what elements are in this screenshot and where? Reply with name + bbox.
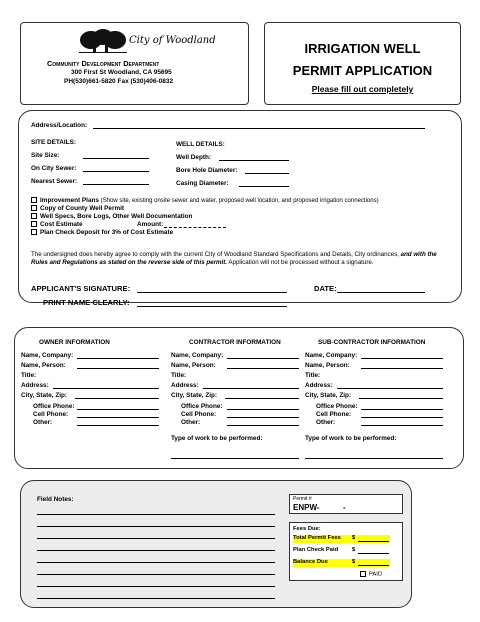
owner-city-label: City, State, Zip: <box>21 392 68 399</box>
subcontractor-heading: SUB-CONTRACTOR INFORMATION <box>318 339 426 346</box>
owner-name-company-label: Name, Company: <box>21 352 74 359</box>
owner-name-person-field[interactable] <box>77 368 159 369</box>
amount-label: Amount: <box>137 221 164 228</box>
well-depth-field[interactable] <box>219 160 289 161</box>
contractor-cell-phone-label: Cell Phone: <box>181 411 217 418</box>
contractor-office-phone-label: Office Phone: <box>181 403 223 410</box>
total-fees-field[interactable] <box>358 541 389 542</box>
contractor-city-field[interactable] <box>225 398 299 399</box>
address-field[interactable] <box>93 128 425 129</box>
date-label: DATE: <box>314 284 337 293</box>
casing-field[interactable] <box>239 186 289 187</box>
address-label: Address/Location: <box>31 122 88 129</box>
plan-check-field[interactable] <box>358 553 389 554</box>
checklist-note: (Show site, existing onsite sewer and water, proposed well location, and proposed irrigation connections) <box>100 198 379 204</box>
sub-name-company-label: Name, Company: <box>305 352 358 359</box>
checklist-item[interactable] <box>31 221 83 228</box>
total-fees-dollar: $ <box>352 535 356 541</box>
statement-text: Application will not be processed without a <box>228 259 345 266</box>
sub-address-label: Address: <box>305 382 333 389</box>
checkbox[interactable] <box>31 197 37 203</box>
contractor-address-label: Address: <box>171 382 199 389</box>
contractor-name-company-field[interactable] <box>227 358 299 359</box>
statement-text: signature. <box>346 259 374 266</box>
checklist-label: Plan Check Deposit for 3% of Cost Estimate <box>40 229 174 236</box>
department-phone: PH(530)661-5820 Fax (530)406-0832 <box>64 78 174 85</box>
site-section <box>18 110 462 307</box>
contractor-heading: CONTRACTOR INFORMATION <box>189 339 281 346</box>
sub-other-label: Other: <box>316 419 336 426</box>
owner-name-person-label: Name, Person: <box>21 362 66 369</box>
sub-office-phone-label: Office Phone: <box>316 403 358 410</box>
permit-label: Permit # <box>293 496 312 502</box>
on-city-sewer-field[interactable] <box>83 171 149 172</box>
header-title-box <box>264 22 461 105</box>
owner-other-field[interactable] <box>77 425 159 426</box>
checklist-item[interactable] <box>31 197 379 204</box>
sub-name-person-label: Name, Person: <box>305 362 350 369</box>
print-name-field[interactable] <box>137 306 287 307</box>
owner-address-field[interactable] <box>53 388 159 389</box>
contractor-name-person-field[interactable] <box>227 368 299 369</box>
contractor-cell-phone-field[interactable] <box>227 417 299 418</box>
checkbox[interactable] <box>31 205 37 211</box>
contractor-address-field[interactable] <box>203 388 299 389</box>
signature-field[interactable] <box>137 292 287 293</box>
checklist-item[interactable] <box>31 213 192 220</box>
sub-name-company-field[interactable] <box>361 358 443 359</box>
signature-label: APPLICANT'S SIGNATURE: <box>31 284 131 293</box>
sub-city-field[interactable] <box>359 398 443 399</box>
fees-box <box>289 522 403 581</box>
checklist-item[interactable] <box>31 205 124 212</box>
on-city-sewer-label: On City Sewer: <box>31 165 77 172</box>
field-notes-line[interactable] <box>37 526 275 527</box>
fees-due-label: Fees Due: <box>293 526 321 532</box>
contractor-name-company-label: Name, Company: <box>171 352 224 359</box>
balance-due-field[interactable] <box>358 565 389 566</box>
casing-label: Casing Diameter: <box>176 180 229 187</box>
paid-checkbox[interactable] <box>360 571 366 577</box>
paid-label: PAID <box>369 571 383 578</box>
nearest-sewer-label: Nearest Sewer: <box>31 178 78 185</box>
sub-cell-phone-field[interactable] <box>361 417 443 418</box>
sub-cell-phone-label: Cell Phone: <box>316 411 352 418</box>
contractor-name-person-label: Name, Person: <box>171 362 216 369</box>
statement-emphasis: and with the Rules and Regulations as stated on the reverse side of this permit. <box>31 251 437 266</box>
plan-check-label: Plan Check Paid <box>293 547 339 553</box>
sub-name-person-field[interactable] <box>361 368 443 369</box>
sub-work-field[interactable] <box>305 458 443 459</box>
bore-hole-label: Bore Hole Diameter: <box>176 167 238 174</box>
owner-office-phone-field[interactable] <box>77 409 159 410</box>
contractor-office-phone-field[interactable] <box>227 409 299 410</box>
field-notes-line[interactable] <box>37 598 275 599</box>
checklist-item[interactable] <box>31 229 173 236</box>
site-size-label: Site Size: <box>31 152 60 159</box>
sub-other-field[interactable] <box>361 425 443 426</box>
balance-due-dollar: $ <box>352 559 356 565</box>
date-field[interactable] <box>337 292 425 293</box>
logo-text: City of Woodland <box>129 35 216 46</box>
form-title-line2: PERMIT APPLICATION <box>292 63 433 78</box>
nearest-sewer-field[interactable] <box>83 184 149 185</box>
owner-name-company-field[interactable] <box>77 358 159 359</box>
department-name: Community Development Department <box>47 59 160 68</box>
contractor-city-label: City, State, Zip: <box>171 392 218 399</box>
contractor-work-field[interactable] <box>171 458 299 459</box>
permit-dash: - <box>343 503 346 512</box>
well-details-heading: WELL DETAILS: <box>176 141 225 148</box>
total-fees-label: Total Permit Fees <box>293 535 341 541</box>
contractor-work-label: Type of work to be performed: <box>171 435 263 442</box>
field-notes-line[interactable] <box>37 574 275 575</box>
contractor-title-label: Title: <box>171 372 187 379</box>
field-notes-line[interactable] <box>37 586 275 587</box>
paid-checkbox-row[interactable] <box>360 571 382 578</box>
owner-cell-phone-field[interactable] <box>77 417 159 418</box>
field-notes-line[interactable] <box>37 562 275 563</box>
balance-due-label: Balance Due <box>293 559 328 565</box>
owner-heading: OWNER INFORMATION <box>39 339 110 346</box>
checklist-label: Improvement Plans <box>40 197 99 204</box>
field-notes-label: Field Notes: <box>37 496 74 503</box>
form-title-line1: IRRIGATION WELL <box>304 41 421 56</box>
checklist-label: Well Specs, Bore Logs, Other Well Documentation <box>40 213 193 220</box>
sub-work-label: Type of work to be performed: <box>305 435 397 442</box>
office-section <box>20 480 412 608</box>
statement-text: The undersigned does hereby agree to comply with the current City of Woodland Standard Specifications and Details, City ordinances, <box>31 251 399 258</box>
checklist-label: Cost Estimate <box>40 221 83 228</box>
sub-address-field[interactable] <box>337 388 443 389</box>
permit-prefix: ENPW- <box>293 503 320 512</box>
contractor-other-label: Other: <box>181 419 201 426</box>
owner-office-phone-label: Office Phone: <box>33 403 75 410</box>
owner-address-label: Address: <box>21 382 49 389</box>
owner-city-field[interactable] <box>75 398 159 399</box>
sub-title-label: Title: <box>305 372 321 379</box>
checkbox[interactable] <box>31 221 37 227</box>
well-depth-label: Well Depth: <box>176 154 212 161</box>
sub-office-phone-field[interactable] <box>361 409 443 410</box>
agreement-statement <box>31 251 453 267</box>
site-details-heading: SITE DETAILS: <box>31 139 76 146</box>
department-address: 300 First St Woodland, CA 95695 <box>71 69 172 76</box>
owner-title-label: Title: <box>21 372 37 379</box>
sub-city-label: City, State, Zip: <box>305 392 352 399</box>
permit-number-box <box>289 494 403 514</box>
field-notes-line[interactable] <box>37 514 275 515</box>
bore-hole-field[interactable] <box>245 173 289 174</box>
checklist-label: Copy of County Well Permit <box>40 205 125 212</box>
site-size-field[interactable] <box>83 158 149 159</box>
form-subtitle: Please fill out completely <box>311 84 414 94</box>
amount-field[interactable] <box>164 227 226 228</box>
owner-other-label: Other: <box>33 419 53 426</box>
parties-section <box>14 327 464 469</box>
print-name-label: PRINT NAME CLEARLY: <box>43 298 130 307</box>
owner-cell-phone-label: Cell Phone: <box>33 411 69 418</box>
field-notes-line[interactable] <box>37 550 275 551</box>
field-notes-line[interactable] <box>37 538 275 539</box>
checkbox[interactable] <box>31 229 37 235</box>
header-logo-box <box>20 22 249 105</box>
checkbox[interactable] <box>31 213 37 219</box>
contractor-other-field[interactable] <box>227 425 299 426</box>
plan-check-dollar: $ <box>352 547 356 553</box>
